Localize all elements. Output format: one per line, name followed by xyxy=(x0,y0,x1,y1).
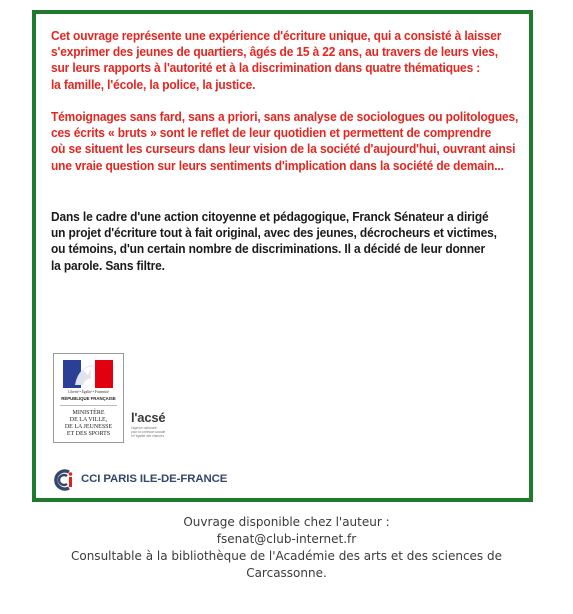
ministere-line: DE LA VILLE, xyxy=(69,417,108,423)
text-line: la parole. Sans filtre. xyxy=(51,257,165,273)
cci-paris-logo xyxy=(53,468,243,492)
paragraph-intro xyxy=(51,28,502,93)
paragraph-author xyxy=(51,209,497,274)
motto-text: Liberté • Égalité • Fraternité xyxy=(68,390,109,394)
cci-emblem-icon xyxy=(53,468,75,492)
caption-line: Ouvrage disponible chez l'auteur : xyxy=(183,515,390,529)
caption-line: Consultable à la bibliothèque de l'Académie des arts et des sciences de xyxy=(70,549,502,563)
image-caption xyxy=(0,514,573,582)
book-back-cover xyxy=(32,10,533,502)
ministere-line: MINISTÈRE xyxy=(72,410,105,416)
text-line: ces écrits « bruts » sont le reflet de leur quotidien et permettent de comprendre xyxy=(51,125,492,141)
acse-tagline xyxy=(131,427,191,438)
text-line: sur leurs rapports à l'autorité et à la discrimination dans quatre thématiques : xyxy=(51,60,481,76)
tagline-line: et l'égalité des chances xyxy=(131,433,165,438)
acse-wordmark: l'acsé xyxy=(131,410,166,425)
text-line: une vraie question sur leurs sentiments d'implication dans la société de demain... xyxy=(51,157,504,173)
text-line: un projet d'écriture tout à fait original, avec des jeunes, décrocheurs et victimes, xyxy=(51,225,497,241)
cci-label: CCI PARIS ILE-DE-FRANCE xyxy=(81,473,228,485)
divider xyxy=(60,405,117,406)
paragraph-testimonies xyxy=(51,109,519,174)
text-line: s'exprimer des jeunes de quartiers, âgés de 15 à 22 ans, au travers de leurs vies, xyxy=(51,44,498,60)
marianne-flag-icon xyxy=(63,360,113,388)
caption-line: Carcassonne. xyxy=(246,566,327,580)
ministere-line: DE LA JEUNESSE xyxy=(64,424,113,430)
text-line: ou témoins, d'un certain nombre de discriminations. Il a décidé de leur donner xyxy=(51,241,486,257)
text-line: Témoignages sans fard, sans a priori, sans analyse de sociologues ou politologues, xyxy=(51,109,519,124)
ministere-line: ET DES SPORTS xyxy=(66,431,111,437)
ministere-label xyxy=(54,410,123,438)
text-line: où se situent les curseurs dans leur vision de la société d'aujourd'hui, ouvrant ainsi xyxy=(51,141,516,157)
text-line: Dans le cadre d'une action citoyenne et pédagogique, Franck Sénateur a dirigé xyxy=(51,209,489,224)
tagline-line: l'agence nationale xyxy=(131,426,157,430)
republique-francaise-logo xyxy=(53,353,124,443)
text-line: la famille, l'école, la police, la justice. xyxy=(51,76,256,92)
republique-label: RÉPUBLIQUE FRANÇAISE xyxy=(61,396,116,401)
text-line: Cet ouvrage représente une expérience d'écriture unique, qui a consisté à laisser xyxy=(51,28,502,43)
acse-logo xyxy=(131,410,191,442)
tagline-line: pour la cohésion sociale xyxy=(131,429,166,434)
author-email: fsenat@club-internet.fr xyxy=(216,532,357,546)
